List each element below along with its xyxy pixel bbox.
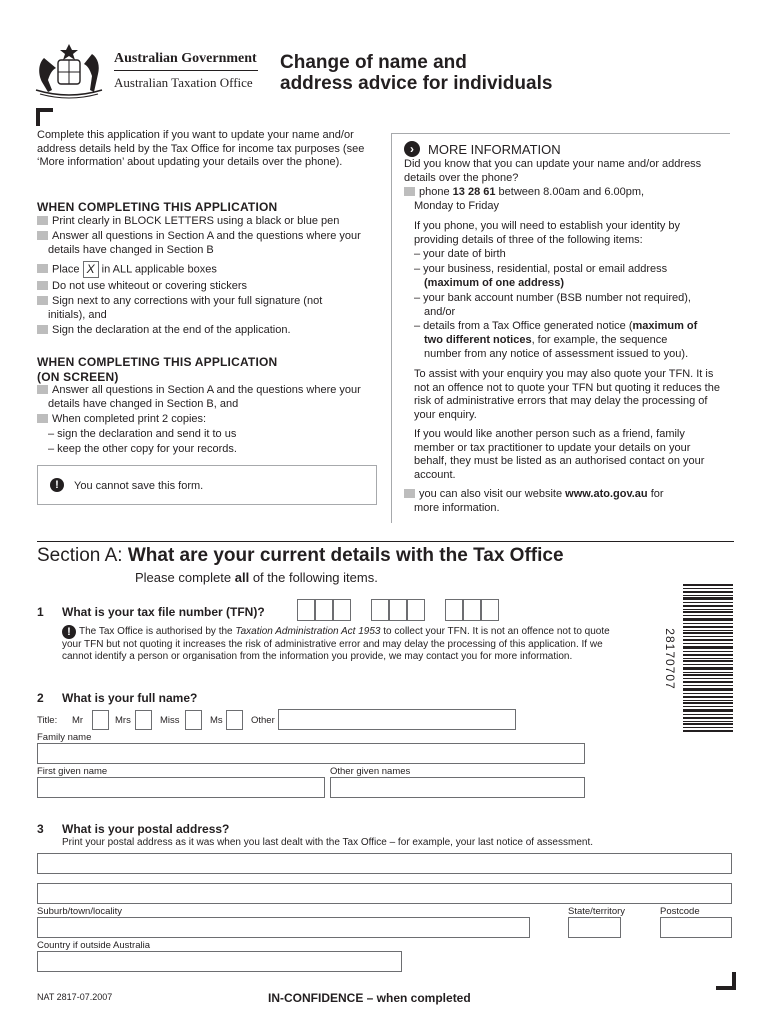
- list-item: and/or: [424, 306, 456, 318]
- country-field[interactable]: [37, 951, 402, 972]
- title-other-label: Other: [251, 715, 275, 726]
- q2-number: 2: [37, 691, 44, 705]
- list-item: Do not use whiteout or covering stickers: [37, 280, 367, 294]
- list-item: two different notices, for example, the sequence: [424, 334, 668, 346]
- tfn-paragraph: To assist with your enquiry you may also quote your TFN. It is not an offence not to quote your TFN but quoting it reduces the risk of administrative errors that may delay the processing of your enquiry.: [414, 368, 720, 421]
- first-given-name-label: First given name: [37, 766, 108, 777]
- list-item: – sign the declaration and send it to us: [48, 428, 237, 440]
- tfn-digit-box[interactable]: [371, 599, 389, 621]
- tfn-digit-box[interactable]: [315, 599, 333, 621]
- phone-hours: Monday to Friday: [414, 200, 499, 212]
- tfn-digit-box[interactable]: [389, 599, 407, 621]
- title-miss-label: Miss: [160, 715, 180, 726]
- gov-line-1: Australian Government: [114, 51, 257, 66]
- website-line-2: more information.: [414, 502, 500, 514]
- onscreen-heading-2: (ON SCREEN): [37, 370, 119, 384]
- x-mark-box: X: [83, 261, 99, 278]
- exclamation-icon: !: [62, 625, 76, 639]
- title-ms-checkbox[interactable]: [226, 710, 243, 730]
- more-info-question: Did you know that you can update your name and/or address details over the phone?: [404, 158, 702, 184]
- chevron-right-icon: ›: [404, 141, 420, 157]
- tfn-boxes[interactable]: [297, 599, 507, 621]
- friend-paragraph: If you would like another person such as a friend, family member or tax practitioner to update your details on your behalf, they must be listed as an authorised contact on your account.: [414, 428, 705, 481]
- tfn-digit-box[interactable]: [407, 599, 425, 621]
- tfn-digit-box[interactable]: [481, 599, 499, 621]
- postal-address-line-1[interactable]: [37, 853, 732, 874]
- form-title-line-1: Change of name and: [280, 52, 467, 73]
- other-given-names-field[interactable]: [330, 777, 585, 798]
- list-item: Print clearly in BLOCK LETTERS using a black or blue pen: [37, 215, 367, 229]
- barcode-number: 28170707: [663, 628, 677, 690]
- q3-number: 3: [37, 822, 44, 836]
- website-line: you can also visit our website www.ato.gov.au for: [404, 488, 724, 502]
- section-a-subtitle: Please complete all of the following items.: [135, 570, 378, 585]
- list-item: Answer all questions in Section A and the questions where your details have changed in Section B, and: [37, 384, 378, 411]
- list-item: Place X in ALL applicable boxes: [37, 261, 367, 278]
- save-notice-text: You cannot save this form.: [74, 480, 204, 492]
- crop-mark-top-left-v: [36, 108, 40, 126]
- section-a-title: Section A: What are your current details with the Tax Office: [37, 545, 564, 566]
- list-item: number from any notice of assessment issued to you).: [424, 348, 689, 360]
- postcode-label: Postcode: [660, 906, 700, 917]
- completing-heading: WHEN COMPLETING THIS APPLICATION: [37, 200, 278, 214]
- identity-text: If you phone, you will need to establish your identity by providing details of three of the following items:: [414, 220, 680, 246]
- family-name-label: Family name: [37, 732, 92, 743]
- header-divider: [114, 70, 258, 71]
- section-a-rule: [37, 541, 734, 542]
- q3-label: What is your postal address?: [62, 822, 230, 836]
- q1-number: 1: [37, 605, 44, 619]
- list-item: – keep the other copy for your records.: [48, 443, 237, 455]
- more-info-heading: MORE INFORMATION: [428, 142, 561, 157]
- tfn-digit-box[interactable]: [445, 599, 463, 621]
- list-item: – your bank account number (BSB number not required),: [414, 292, 691, 304]
- save-notice-box: [37, 465, 377, 505]
- form-title-line-2: address advice for individuals: [280, 73, 553, 94]
- in-confidence-footer: IN-CONFIDENCE – when completed: [268, 991, 471, 1005]
- q1-label: What is your tax file number (TFN)?: [62, 605, 265, 619]
- exclamation-icon: !: [50, 478, 64, 492]
- tfn-digit-box[interactable]: [333, 599, 351, 621]
- title-mr-checkbox[interactable]: [92, 710, 109, 730]
- title-mrs-label: Mrs: [115, 715, 131, 726]
- postcode-field[interactable]: [660, 917, 732, 938]
- gov-line-2: Australian Taxation Office: [114, 75, 253, 90]
- list-item: Sign next to any corrections with your full signature (not initials), and: [37, 295, 348, 322]
- q2-label: What is your full name?: [62, 691, 198, 705]
- first-given-name-field[interactable]: [37, 777, 325, 798]
- family-name-field[interactable]: [37, 743, 585, 764]
- barcode: [683, 584, 733, 732]
- suburb-label: Suburb/town/locality: [37, 906, 123, 917]
- list-item: (maximum of one address): [424, 277, 564, 289]
- nat-code: NAT 2817-07.2007: [37, 992, 113, 1002]
- list-item: – your business, residential, postal or email address: [414, 263, 668, 275]
- country-label: Country if outside Australia: [37, 940, 151, 951]
- title-other-field[interactable]: [278, 709, 516, 730]
- q3-instruction: Print your postal address as it was when you last dealt with the Tax Office – for example, your last notice of assessment.: [62, 837, 594, 848]
- q1-notice: The Tax Office is authorised by the Taxation Administration Act 1953 to collect your TFN. It is not an offence not to quote your TFN but not quoting it increases the risk of administrative error and may delay the processing of this application. If we cannot identify a person or organisation from the information you provide, we may contact you for more information.: [62, 626, 610, 662]
- title-mrs-checkbox[interactable]: [135, 710, 152, 730]
- state-field[interactable]: [568, 917, 621, 938]
- list-item: – details from a Tax Office generated notice (maximum of: [414, 320, 698, 332]
- intro-text: Complete this application if you want to update your name and/or address details held by the Tax Office for income tax purposes (see ‘More information’ about updating your details over the phone).: [37, 129, 365, 168]
- other-given-names-label: Other given names: [330, 766, 411, 777]
- title-ms-label: Ms: [210, 715, 223, 726]
- list-item: Sign the declaration at the end of the application.: [37, 324, 367, 338]
- list-item: When completed print 2 copies:: [37, 413, 367, 427]
- crop-mark-bottom-right-h: [716, 986, 736, 990]
- state-label: State/territory: [568, 906, 626, 917]
- tfn-digit-box[interactable]: [297, 599, 315, 621]
- list-item: Answer all questions in Section A and the questions where your details have changed in Section B: [37, 230, 378, 257]
- postal-address-line-2[interactable]: [37, 883, 732, 904]
- title-mr-label: Mr: [72, 715, 84, 726]
- tfn-digit-box[interactable]: [463, 599, 481, 621]
- suburb-field[interactable]: [37, 917, 530, 938]
- onscreen-heading-1: WHEN COMPLETING THIS APPLICATION: [37, 355, 278, 369]
- title-miss-checkbox[interactable]: [185, 710, 202, 730]
- phone-line: phone 13 28 61 between 8.00am and 6.00pm,: [404, 186, 724, 200]
- title-label: Title:: [37, 715, 58, 726]
- coat-of-arms-logo: [30, 40, 108, 102]
- list-item: – your date of birth: [414, 248, 506, 260]
